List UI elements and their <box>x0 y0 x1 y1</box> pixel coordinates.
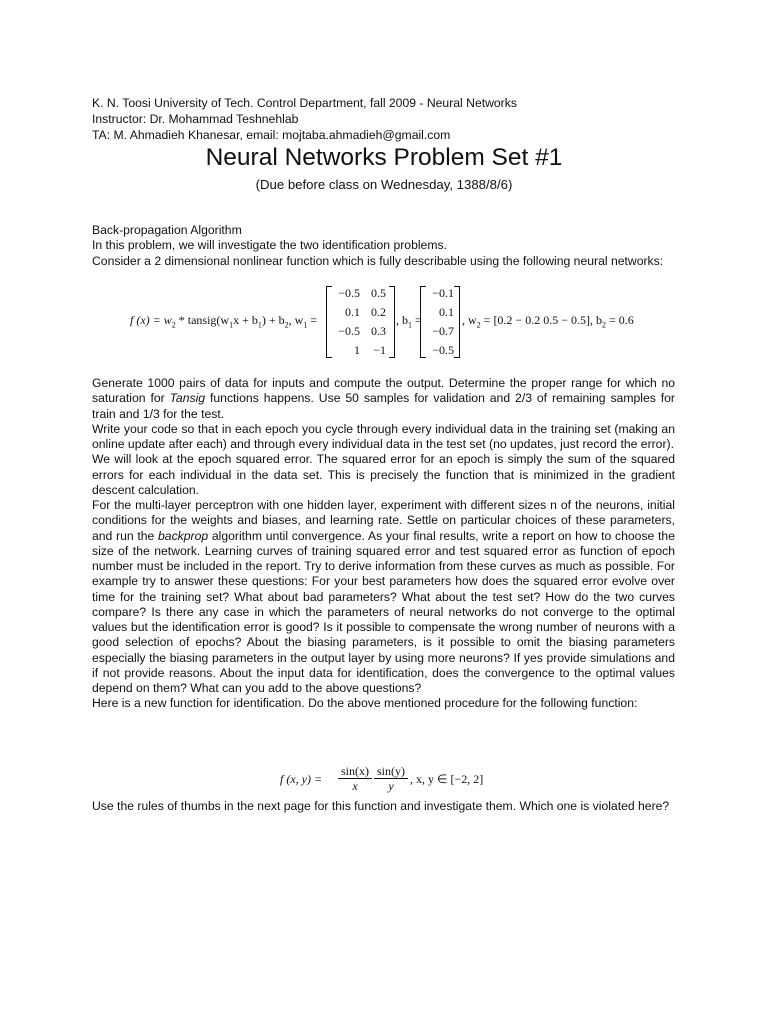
sinc-equation <box>280 764 540 804</box>
paragraph-epoch-cycle: Write your code so that in each epoch you cycle through every individual data in the training set (making an online update after each) and through every individual data in the test set (no updates, just record the error). <box>92 421 675 451</box>
paragraph-data-generation: Generate 1000 pairs of data for inputs and compute the output. Determine the proper range for which no saturation for Tansig functions happens. Use 50 samples for validation and 2/3 of remaining samples for train and 1/3 for the test. <box>92 376 675 421</box>
fraction-sinx: $\frac{\sin(x)}{x}$ <box>338 764 372 793</box>
intro-line: In this problem, we will investigate the two identification problems. <box>92 238 447 253</box>
fraction-siny: $\frac{\sin(y)}{y}$ <box>374 764 408 793</box>
section-heading: Back-propagation Algorithm <box>92 223 242 237</box>
paragraph-new-function: Here is a new function for identification. Do the above mentioned procedure for the following function: <box>92 696 638 711</box>
paragraph-mlp-experiment: For the multi-layer perceptron with one hidden layer, experiment with different sizes n of the neurons, initial conditions for the weights and biases, and learning rate. Settle on particular choices of these parameters, and run the backprop algorithm until convergence. As your final results, write a report on how to choose the size of the network. Learning curves of training squared error and test squared error as function of epoch number must be included in the report. Try to derive information from these curves as much as possible. For example try to answer these questions: For your best parameters how does the squared error evolve over time for the training set? What about bad parameters? What about the test set? How do the two curves compare? Is there any case in which the parameters of neural networks do not converge to the optimal values but the identification error is good? Is it possible to compensate the wrong number of neurons with a good selection of epochs? About the biasing parameters, is it possible to omit the biasing parameters especially the biasing parameters in the output layer by using more neurons? If yes provide simulations and if not provide reasons. About the input data for identification, does the convergence to the optimal values depend on them? What can you add to the above questions? <box>92 498 675 695</box>
intro-description: Consider a 2 dimensional nonlinear function which is fully describable using the following neural networks: <box>92 253 664 268</box>
intro-section <box>92 223 675 269</box>
b1-vector: −0.1 0.1 −0.7 −0.5 <box>432 286 454 357</box>
ta-line: TA: M. Ahmadieh Khanesar, email: mojtaba.ahmadieh@gmail.com <box>92 128 451 143</box>
equation2-lhs: f (x, y) = <box>280 772 323 786</box>
instructions-section <box>92 376 675 712</box>
network-equation <box>130 284 690 360</box>
w1-right-bracket <box>389 286 395 358</box>
equation2-domain: , x, y ∈ [−2, 2] <box>410 772 484 786</box>
document-title: Neural Networks Problem Set #1 <box>205 144 563 171</box>
paragraph-rules-of-thumb: Use the rules of thumbs in the next page for this function and investigate them. Which one is violated here? <box>92 799 670 813</box>
closing-section <box>92 799 675 814</box>
b1-right-bracket <box>454 286 460 358</box>
university-line: K. N. Toosi University of Tech. Control Department, fall 2009 - Neural Networks <box>92 96 517 110</box>
course-header <box>92 95 517 144</box>
paragraph-squared-error: We will look at the epoch squared error. The squared error for an epoch is simply the sum of the squared errors for each individual in the data set. This is precisely the function that is minimized in the gradient descent calculation. <box>92 452 675 497</box>
w2-b2-text: , $w_2 = [0.2 - 0.2$ 0.5 − 0.5], $b_2 = 0.6$ <box>462 313 634 330</box>
equation-function-text: f $(x) = w_2$ * $tansig(w_1x + b_1) + b_2$, $w_1$ = <box>130 313 318 330</box>
due-date: (Due before class on Wednesday, 1388/8/6) <box>255 177 513 192</box>
instructor-line: Instructor: Dr. Mohammad Teshnehlab <box>92 112 299 127</box>
b1-label: , $b_1$ = <box>396 313 422 330</box>
w1-matrix: −0.5 0.5 0.1 0.2 −0.5 0.3 1 −1 <box>338 286 386 357</box>
